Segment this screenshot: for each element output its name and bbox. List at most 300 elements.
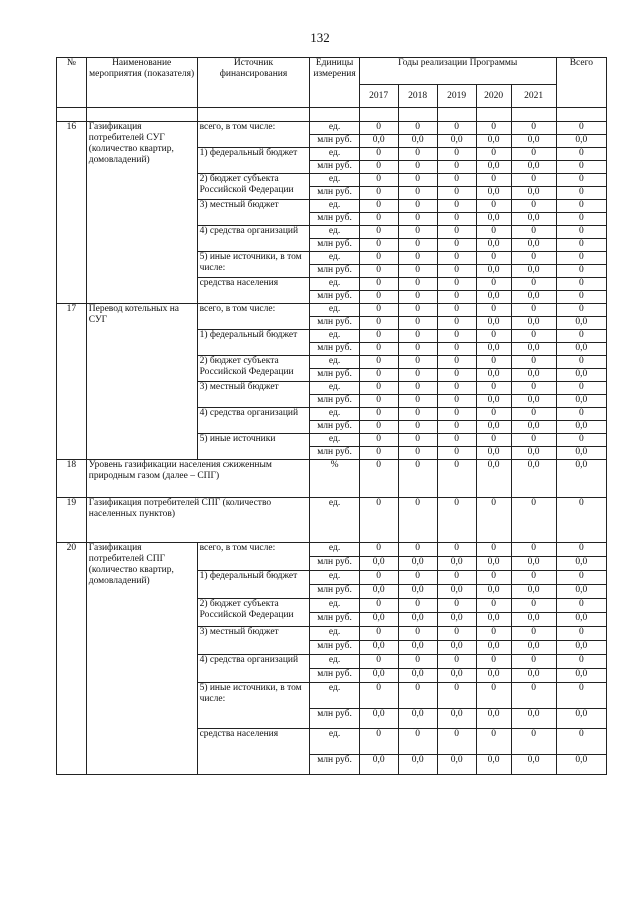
- year-value: 0: [511, 330, 556, 343]
- unit-cell: млн руб.: [310, 669, 359, 683]
- spacer-cell: [359, 108, 398, 122]
- year-value: 0: [437, 317, 476, 330]
- measure-name: Газификация потребителей СПГ (количество населенных пунктов): [86, 498, 310, 543]
- year-value: 0,0: [511, 460, 556, 498]
- year-value: 0: [398, 369, 437, 382]
- year-value: 0: [511, 148, 556, 161]
- year-value: 0: [398, 434, 437, 447]
- unit-cell: ед.: [310, 599, 359, 613]
- year-value: 0: [511, 304, 556, 317]
- header-year-2019: 2019: [437, 85, 476, 108]
- header-total: Всего: [556, 58, 606, 108]
- year-value: 0: [476, 252, 511, 265]
- year-value: 0: [398, 683, 437, 709]
- year-value: 0: [476, 571, 511, 585]
- year-value: 0,0: [511, 369, 556, 382]
- total-value: 0: [556, 174, 606, 187]
- year-value: 0,0: [398, 709, 437, 729]
- year-value: 0: [437, 252, 476, 265]
- year-value: 0: [437, 174, 476, 187]
- unit-cell: млн руб.: [310, 421, 359, 434]
- year-value: 0: [511, 543, 556, 557]
- total-value: 0: [556, 382, 606, 395]
- year-value: 0: [476, 304, 511, 317]
- year-value: 0,0: [476, 421, 511, 434]
- year-value: 0: [511, 122, 556, 135]
- header-years-title: Годы реализации Программы: [359, 58, 556, 85]
- total-value: 0: [556, 161, 606, 174]
- year-value: 0: [437, 408, 476, 421]
- year-value: 0,0: [437, 135, 476, 148]
- table-body: [57, 122, 607, 775]
- funding-source: 3) местный бюджет: [197, 627, 310, 655]
- unit-cell: млн руб.: [310, 239, 359, 252]
- year-value: 0: [437, 627, 476, 641]
- unit-cell: млн руб.: [310, 343, 359, 356]
- year-value: 0,0: [476, 613, 511, 627]
- row-number: 18: [57, 460, 87, 498]
- measure-name: Уровень газификации населения сжиженным природным газом (далее – СПГ): [86, 460, 310, 498]
- unit-cell: млн руб.: [310, 395, 359, 408]
- year-value: 0: [437, 460, 476, 498]
- year-value: 0,0: [359, 557, 398, 571]
- funding-source: 1) федеральный бюджет: [197, 148, 310, 174]
- measure-name: Газификация потребителей СПГ (количество квартир, домовладений): [86, 543, 197, 775]
- year-value: 0: [398, 498, 437, 543]
- year-value: 0: [359, 187, 398, 200]
- spacer-cell: [197, 108, 310, 122]
- year-value: 0,0: [398, 557, 437, 571]
- year-value: 0: [437, 343, 476, 356]
- year-value: 0,0: [476, 317, 511, 330]
- year-value: 0: [359, 571, 398, 585]
- year-value: 0: [511, 599, 556, 613]
- year-value: 0,0: [476, 213, 511, 226]
- unit-cell: ед.: [310, 330, 359, 343]
- total-value: 0: [556, 187, 606, 200]
- spacer-cell: [57, 108, 87, 122]
- year-value: 0,0: [476, 585, 511, 599]
- funding-source: 5) иные источники, в том числе:: [197, 252, 310, 278]
- total-value: 0: [556, 148, 606, 161]
- year-value: 0: [398, 543, 437, 557]
- year-value: 0: [359, 627, 398, 641]
- unit-cell: ед.: [310, 252, 359, 265]
- year-value: 0,0: [476, 709, 511, 729]
- year-value: 0,0: [511, 641, 556, 655]
- year-value: 0: [398, 599, 437, 613]
- unit-cell: млн руб.: [310, 317, 359, 330]
- unit-cell: ед.: [310, 174, 359, 187]
- total-value: 0,0: [556, 669, 606, 683]
- year-value: 0: [476, 655, 511, 669]
- year-value: 0: [359, 200, 398, 213]
- year-value: 0: [398, 278, 437, 291]
- year-value: 0: [437, 599, 476, 613]
- year-value: 0: [398, 187, 437, 200]
- year-value: 0,0: [476, 641, 511, 655]
- spacer-cell: [437, 108, 476, 122]
- year-value: 0: [437, 498, 476, 543]
- year-value: 0: [511, 356, 556, 369]
- year-value: 0: [476, 599, 511, 613]
- total-value: 0: [556, 213, 606, 226]
- measure-name: Газификация потребителей СУГ (количество квартир, домовладений): [86, 122, 197, 304]
- year-value: 0,0: [359, 669, 398, 683]
- year-value: 0,0: [359, 755, 398, 775]
- year-value: 0: [398, 291, 437, 304]
- total-value: 0,0: [556, 369, 606, 382]
- year-value: 0,0: [511, 343, 556, 356]
- year-value: 0,0: [511, 135, 556, 148]
- year-value: 0: [359, 543, 398, 557]
- year-value: 0,0: [398, 135, 437, 148]
- year-value: 0: [476, 382, 511, 395]
- year-value: 0,0: [398, 755, 437, 775]
- year-value: 0: [476, 543, 511, 557]
- funding-source: 4) средства организаций: [197, 226, 310, 252]
- year-value: 0: [359, 369, 398, 382]
- unit-cell: ед.: [310, 226, 359, 239]
- year-value: 0: [398, 395, 437, 408]
- year-value: 0: [359, 278, 398, 291]
- year-value: 0: [437, 434, 476, 447]
- funding-source: 2) бюджет субъекта Российской Федерации: [197, 356, 310, 382]
- year-value: 0: [359, 174, 398, 187]
- total-value: 0: [556, 498, 606, 543]
- year-value: 0,0: [511, 395, 556, 408]
- year-value: 0: [398, 356, 437, 369]
- year-value: 0,0: [511, 265, 556, 278]
- year-value: 0: [359, 226, 398, 239]
- total-value: 0: [556, 729, 606, 755]
- funding-source: 5) иные источники: [197, 434, 310, 460]
- year-value: 0: [437, 304, 476, 317]
- year-value: 0: [437, 729, 476, 755]
- year-value: 0,0: [511, 421, 556, 434]
- table-row: [57, 304, 607, 317]
- total-value: 0,0: [556, 135, 606, 148]
- year-value: 0: [511, 683, 556, 709]
- total-value: 0,0: [556, 343, 606, 356]
- year-value: 0: [398, 571, 437, 585]
- year-value: 0: [359, 304, 398, 317]
- unit-cell: ед.: [310, 408, 359, 421]
- year-value: 0: [359, 122, 398, 135]
- funding-source: 4) средства организаций: [197, 655, 310, 683]
- year-value: 0: [398, 655, 437, 669]
- year-value: 0: [437, 447, 476, 460]
- year-value: 0: [359, 447, 398, 460]
- year-value: 0: [476, 498, 511, 543]
- total-value: 0: [556, 304, 606, 317]
- year-value: 0: [511, 655, 556, 669]
- year-value: 0: [476, 330, 511, 343]
- unit-cell: ед.: [310, 122, 359, 135]
- year-value: 0: [359, 382, 398, 395]
- year-value: 0: [437, 265, 476, 278]
- header-name: Наименование мероприятия (показателя): [86, 58, 197, 108]
- row-number: 16: [57, 122, 87, 304]
- year-value: 0: [398, 226, 437, 239]
- year-value: 0: [359, 395, 398, 408]
- unit-cell: млн руб.: [310, 755, 359, 775]
- header-source: Источник финансирования: [197, 58, 310, 108]
- total-value: 0: [556, 655, 606, 669]
- table-row: [57, 543, 607, 557]
- funding-source: 1) федеральный бюджет: [197, 330, 310, 356]
- year-value: 0,0: [511, 585, 556, 599]
- spacer-cell: [511, 108, 556, 122]
- header-year-2017: 2017: [359, 85, 398, 108]
- year-value: 0,0: [511, 291, 556, 304]
- year-value: 0,0: [476, 291, 511, 304]
- year-value: 0: [437, 291, 476, 304]
- total-value: 0: [556, 291, 606, 304]
- year-value: 0,0: [511, 709, 556, 729]
- total-value: 0,0: [556, 557, 606, 571]
- year-value: 0: [511, 252, 556, 265]
- table-row: [57, 122, 607, 135]
- year-value: 0: [476, 627, 511, 641]
- year-value: 0,0: [476, 343, 511, 356]
- total-value: 0: [556, 683, 606, 709]
- year-value: 0,0: [511, 669, 556, 683]
- total-value: 0: [556, 408, 606, 421]
- year-value: 0,0: [476, 669, 511, 683]
- total-value: 0: [556, 252, 606, 265]
- total-value: 0: [556, 434, 606, 447]
- year-value: 0: [511, 174, 556, 187]
- year-value: 0: [359, 330, 398, 343]
- year-value: 0: [398, 213, 437, 226]
- year-value: 0: [511, 434, 556, 447]
- unit-cell: ед.: [310, 627, 359, 641]
- funding-source: 2) бюджет субъекта Российской Федерации: [197, 174, 310, 200]
- year-value: 0: [511, 498, 556, 543]
- unit-cell: ед.: [310, 571, 359, 585]
- total-value: 0: [556, 265, 606, 278]
- year-value: 0: [359, 460, 398, 498]
- total-value: 0,0: [556, 613, 606, 627]
- year-value: 0: [476, 729, 511, 755]
- header-year-2018: 2018: [398, 85, 437, 108]
- year-value: 0: [359, 291, 398, 304]
- year-value: 0,0: [511, 187, 556, 200]
- unit-cell: млн руб.: [310, 291, 359, 304]
- year-value: 0: [437, 395, 476, 408]
- year-value: 0: [437, 278, 476, 291]
- year-value: 0: [359, 239, 398, 252]
- year-value: 0: [476, 408, 511, 421]
- funding-source: 2) бюджет субъекта Российской Федерации: [197, 599, 310, 627]
- year-value: 0: [359, 343, 398, 356]
- total-value: 0: [556, 571, 606, 585]
- funding-source: 4) средства организаций: [197, 408, 310, 434]
- total-value: 0: [556, 278, 606, 291]
- year-value: 0,0: [359, 641, 398, 655]
- unit-cell: ед.: [310, 434, 359, 447]
- total-value: 0,0: [556, 421, 606, 434]
- year-value: 0,0: [437, 585, 476, 599]
- year-value: 0: [398, 174, 437, 187]
- year-value: 0,0: [398, 585, 437, 599]
- year-value: 0: [359, 683, 398, 709]
- unit-cell: млн руб.: [310, 161, 359, 174]
- unit-cell: млн руб.: [310, 557, 359, 571]
- spacer-cell: [398, 108, 437, 122]
- unit-cell: ед.: [310, 200, 359, 213]
- total-value: 0: [556, 543, 606, 557]
- measure-name: Перевод котельных на СУГ: [86, 304, 197, 460]
- year-value: 0: [476, 200, 511, 213]
- year-value: 0,0: [437, 709, 476, 729]
- row-number: 17: [57, 304, 87, 460]
- year-value: 0: [398, 460, 437, 498]
- funding-source: всего, в том числе:: [197, 543, 310, 571]
- year-value: 0: [359, 356, 398, 369]
- year-value: 0,0: [437, 613, 476, 627]
- unit-cell: ед.: [310, 382, 359, 395]
- page-number: 132: [310, 30, 330, 45]
- total-value: 0: [556, 627, 606, 641]
- year-value: 0: [437, 683, 476, 709]
- year-value: 0: [359, 317, 398, 330]
- unit-cell: ед.: [310, 655, 359, 669]
- unit-cell: млн руб.: [310, 709, 359, 729]
- spacer-cell: [310, 108, 359, 122]
- spacer-cell: [476, 108, 511, 122]
- year-value: 0,0: [437, 755, 476, 775]
- funding-source: 1) федеральный бюджет: [197, 571, 310, 599]
- year-value: 0: [398, 627, 437, 641]
- unit-cell: млн руб.: [310, 213, 359, 226]
- header-year-2021: 2021: [511, 85, 556, 108]
- unit-cell: млн руб.: [310, 369, 359, 382]
- year-value: 0: [437, 122, 476, 135]
- year-value: 0,0: [476, 395, 511, 408]
- year-value: 0,0: [437, 641, 476, 655]
- year-value: 0: [398, 239, 437, 252]
- year-value: 0: [437, 369, 476, 382]
- year-value: 0,0: [511, 161, 556, 174]
- funding-source: средства населения: [197, 278, 310, 304]
- unit-cell: млн руб.: [310, 135, 359, 148]
- year-value: 0: [398, 317, 437, 330]
- year-value: 0: [359, 161, 398, 174]
- unit-cell: ед.: [310, 543, 359, 557]
- total-value: 0,0: [556, 641, 606, 655]
- program-table: [56, 57, 607, 775]
- year-value: 0: [398, 200, 437, 213]
- year-value: 0: [359, 213, 398, 226]
- year-value: 0: [398, 148, 437, 161]
- year-value: 0,0: [476, 239, 511, 252]
- total-value: 0,0: [556, 585, 606, 599]
- year-value: 0: [398, 408, 437, 421]
- year-value: 0,0: [476, 755, 511, 775]
- total-value: 0: [556, 226, 606, 239]
- year-value: 0: [476, 174, 511, 187]
- unit-cell: ед.: [310, 683, 359, 709]
- year-value: 0,0: [476, 135, 511, 148]
- year-value: 0: [359, 408, 398, 421]
- unit-cell: %: [310, 460, 359, 498]
- funding-source: всего, в том числе:: [197, 122, 310, 148]
- year-value: 0: [437, 382, 476, 395]
- year-value: 0: [511, 408, 556, 421]
- year-value: 0,0: [511, 557, 556, 571]
- year-value: 0,0: [511, 239, 556, 252]
- year-value: 0: [437, 187, 476, 200]
- year-value: 0,0: [398, 641, 437, 655]
- year-value: 0: [437, 200, 476, 213]
- total-value: 0,0: [556, 317, 606, 330]
- year-value: 0,0: [476, 161, 511, 174]
- year-value: 0,0: [511, 317, 556, 330]
- spacer-cell: [556, 108, 606, 122]
- year-value: 0: [511, 627, 556, 641]
- year-value: 0: [398, 729, 437, 755]
- year-value: 0: [437, 226, 476, 239]
- year-value: 0: [437, 213, 476, 226]
- unit-cell: ед.: [310, 729, 359, 755]
- unit-cell: млн руб.: [310, 585, 359, 599]
- year-value: 0: [476, 122, 511, 135]
- unit-cell: млн руб.: [310, 265, 359, 278]
- year-value: 0,0: [511, 213, 556, 226]
- year-value: 0: [398, 447, 437, 460]
- unit-cell: ед.: [310, 356, 359, 369]
- funding-source: всего, в том числе:: [197, 304, 310, 330]
- header-unit: Единицы измерения: [310, 58, 359, 108]
- year-value: 0: [359, 498, 398, 543]
- year-value: 0: [359, 265, 398, 278]
- year-value: 0: [437, 330, 476, 343]
- total-value: 0,0: [556, 395, 606, 408]
- year-value: 0,0: [476, 460, 511, 498]
- table-row: [57, 498, 607, 543]
- table-header: [57, 58, 607, 122]
- year-value: 0: [398, 265, 437, 278]
- unit-cell: ед.: [310, 498, 359, 543]
- year-value: 0,0: [511, 447, 556, 460]
- year-value: 0: [476, 226, 511, 239]
- year-value: 0: [398, 330, 437, 343]
- year-value: 0,0: [476, 265, 511, 278]
- year-value: 0: [437, 148, 476, 161]
- year-value: 0: [398, 421, 437, 434]
- year-value: 0: [398, 122, 437, 135]
- year-value: 0: [511, 729, 556, 755]
- year-value: 0,0: [359, 135, 398, 148]
- year-value: 0: [437, 239, 476, 252]
- year-value: 0: [398, 252, 437, 265]
- year-value: 0: [511, 571, 556, 585]
- year-value: 0: [511, 382, 556, 395]
- year-value: 0: [398, 161, 437, 174]
- total-value: 0,0: [556, 447, 606, 460]
- year-value: 0: [511, 200, 556, 213]
- year-value: 0,0: [359, 585, 398, 599]
- year-value: 0: [476, 356, 511, 369]
- year-value: 0: [359, 729, 398, 755]
- funding-source: 3) местный бюджет: [197, 200, 310, 226]
- spacer-cell: [86, 108, 197, 122]
- year-value: 0: [437, 161, 476, 174]
- year-value: 0,0: [511, 613, 556, 627]
- row-number: 19: [57, 498, 87, 543]
